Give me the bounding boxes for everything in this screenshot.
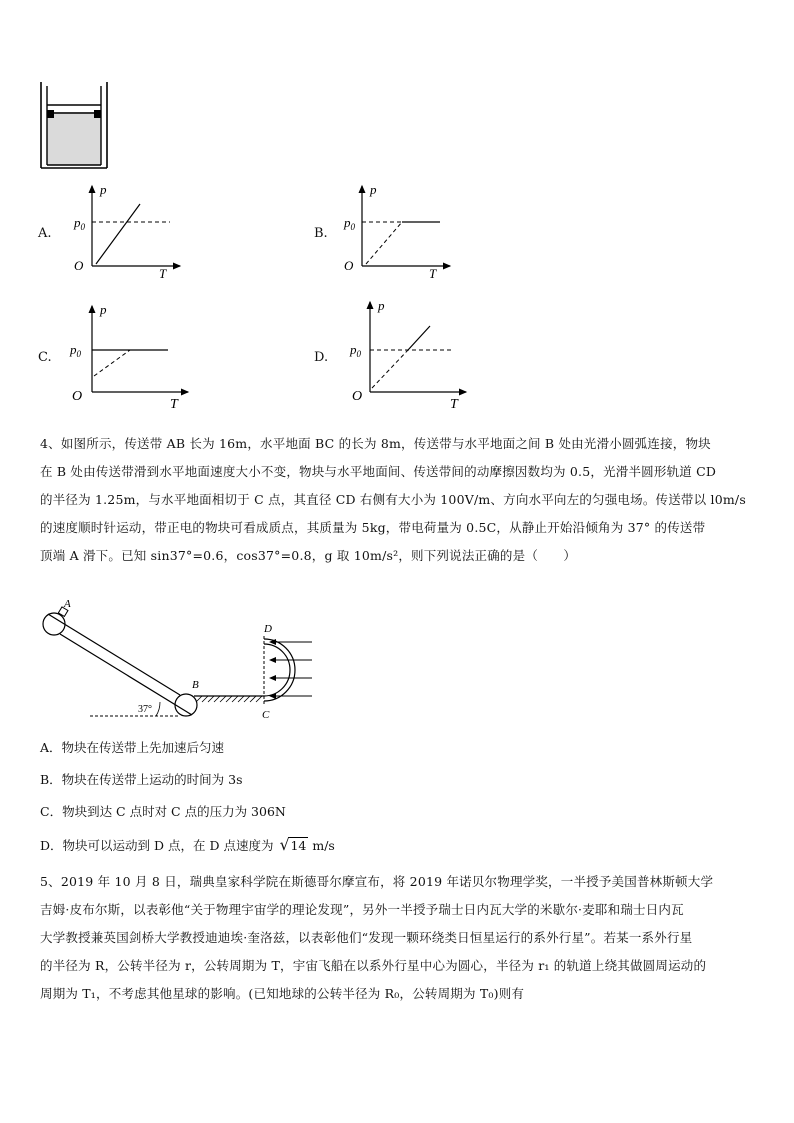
q5-line-1: 5、2019 年 10 月 8 日，瑞典皇家科学院在斯德哥尔摩宣布，将 2019 年诺贝尔物理学奖，一半授予美国普林斯顿大学 [40, 874, 714, 889]
q4-choice-d-text: D．物块可以运动到 D 点，在 D 点速度为 [40, 838, 274, 853]
origin-label: O [352, 389, 363, 404]
origin-label: O [344, 258, 354, 273]
origin-label: O [72, 389, 83, 404]
t-axis-label: T [450, 397, 458, 412]
q4-choice-c[interactable]: C．物块到达 C 点时对 C 点的压力为 306N [40, 804, 286, 819]
sqrt-expression [279, 835, 308, 854]
q4-line-3: 的半径为 1.25m，与水平地面相切于 C 点，其直径 CD 右侧有大小为 100V/m、方向水平向左的匀强电场。传送带以 l0m/s [40, 492, 746, 507]
point-a-label: A [64, 598, 71, 610]
option-b-graph [332, 180, 462, 280]
p-axis-label: p [370, 182, 377, 197]
p0-label: $p_0$ [70, 342, 81, 359]
q4-choice-d-unit: m/s [312, 838, 335, 853]
option-a-graph [62, 180, 192, 280]
sqrt-symbol: √ [279, 835, 290, 854]
q5-line-4: 的半径为 R，公转半径为 r，公转周期为 T，宇宙飞船在以系外行星中心为圆心，半径为 r₁ 的轨道上绕其做圆周运动的 [40, 958, 707, 973]
option-a-label: A. [38, 226, 52, 241]
conveyor-figure [38, 596, 328, 726]
q4-choice-a[interactable]: A．物块在传送带上先加速后匀速 [40, 740, 225, 755]
q4-line-2: 在 B 处由传送带滑到水平地面速度大小不变，物块与水平地面间、传送带间的动摩擦因数均为 0.5，光滑半圆形轨道 CD [40, 464, 717, 479]
t-axis-label: T [429, 266, 437, 280]
option-c-label: C. [38, 350, 52, 365]
option-c-graph [62, 300, 192, 412]
p-axis-label: p [100, 182, 107, 197]
p0-label: $p_0$ [344, 215, 355, 232]
q4-line-4: 的速度顺时针运动，带正电的物块可看成质点，其质量为 5kg，带电荷量为 0.5C，从静止开始沿倾角为 37° 的传送带 [40, 520, 706, 535]
point-c-label: C [262, 709, 270, 721]
option-d-graph [340, 296, 470, 412]
p0-label: $p_0$ [74, 215, 85, 232]
t-axis-label: T [159, 266, 167, 280]
q4-choice-b[interactable]: B．物块在传送带上运动的时间为 3s [40, 772, 243, 787]
point-d-label: D [264, 623, 272, 635]
option-d-label: D. [314, 350, 329, 365]
question-4-text [40, 430, 756, 570]
option-b-label: B. [314, 226, 328, 241]
cylinder-figure [36, 80, 116, 172]
sqrt-radicand: 14 [290, 838, 307, 853]
origin-label: O [74, 258, 84, 273]
question-5-text [40, 868, 756, 1008]
p-axis-label: p [100, 302, 107, 317]
p0-label: $p_0$ [350, 342, 361, 359]
q4-line-5: 顶端 A 滑下。已知 sin37°=0.6，cos37°=0.8，g 取 10m/s²，则下列说法正确的是（ ） [40, 548, 577, 563]
q4-line-1: 4、如图所示，传送带 AB 长为 16m，水平地面 BC 的长为 8m，传送带与水平地面之间 B 处由光滑小圆弧连接，物块 [40, 436, 711, 451]
q4-choice-d[interactable] [40, 836, 335, 854]
q5-line-2: 吉姆·皮布尔斯，以表彰他“关于物理宇宙学的理论发现”，另外一半授予瑞士日内瓦大学的米歇尔·麦耶和瑞士日内瓦 [40, 902, 684, 917]
point-b-label: B [192, 679, 199, 691]
angle-label: 37° [138, 704, 152, 715]
q5-line-5: 周期为 T₁，不考虑其他星球的影响。(已知地球的公转半径为 R₀，公转周期为 T₀)则有 [40, 986, 525, 1001]
p-axis-label: p [378, 298, 385, 313]
q5-line-3: 大学教授兼英国剑桥大学教授迪迪埃·奎洛兹，以表彰他们“发现一颗环绕类日恒星运行的系外行星”。若某一系外行星 [40, 930, 693, 945]
t-axis-label: T [170, 397, 178, 412]
